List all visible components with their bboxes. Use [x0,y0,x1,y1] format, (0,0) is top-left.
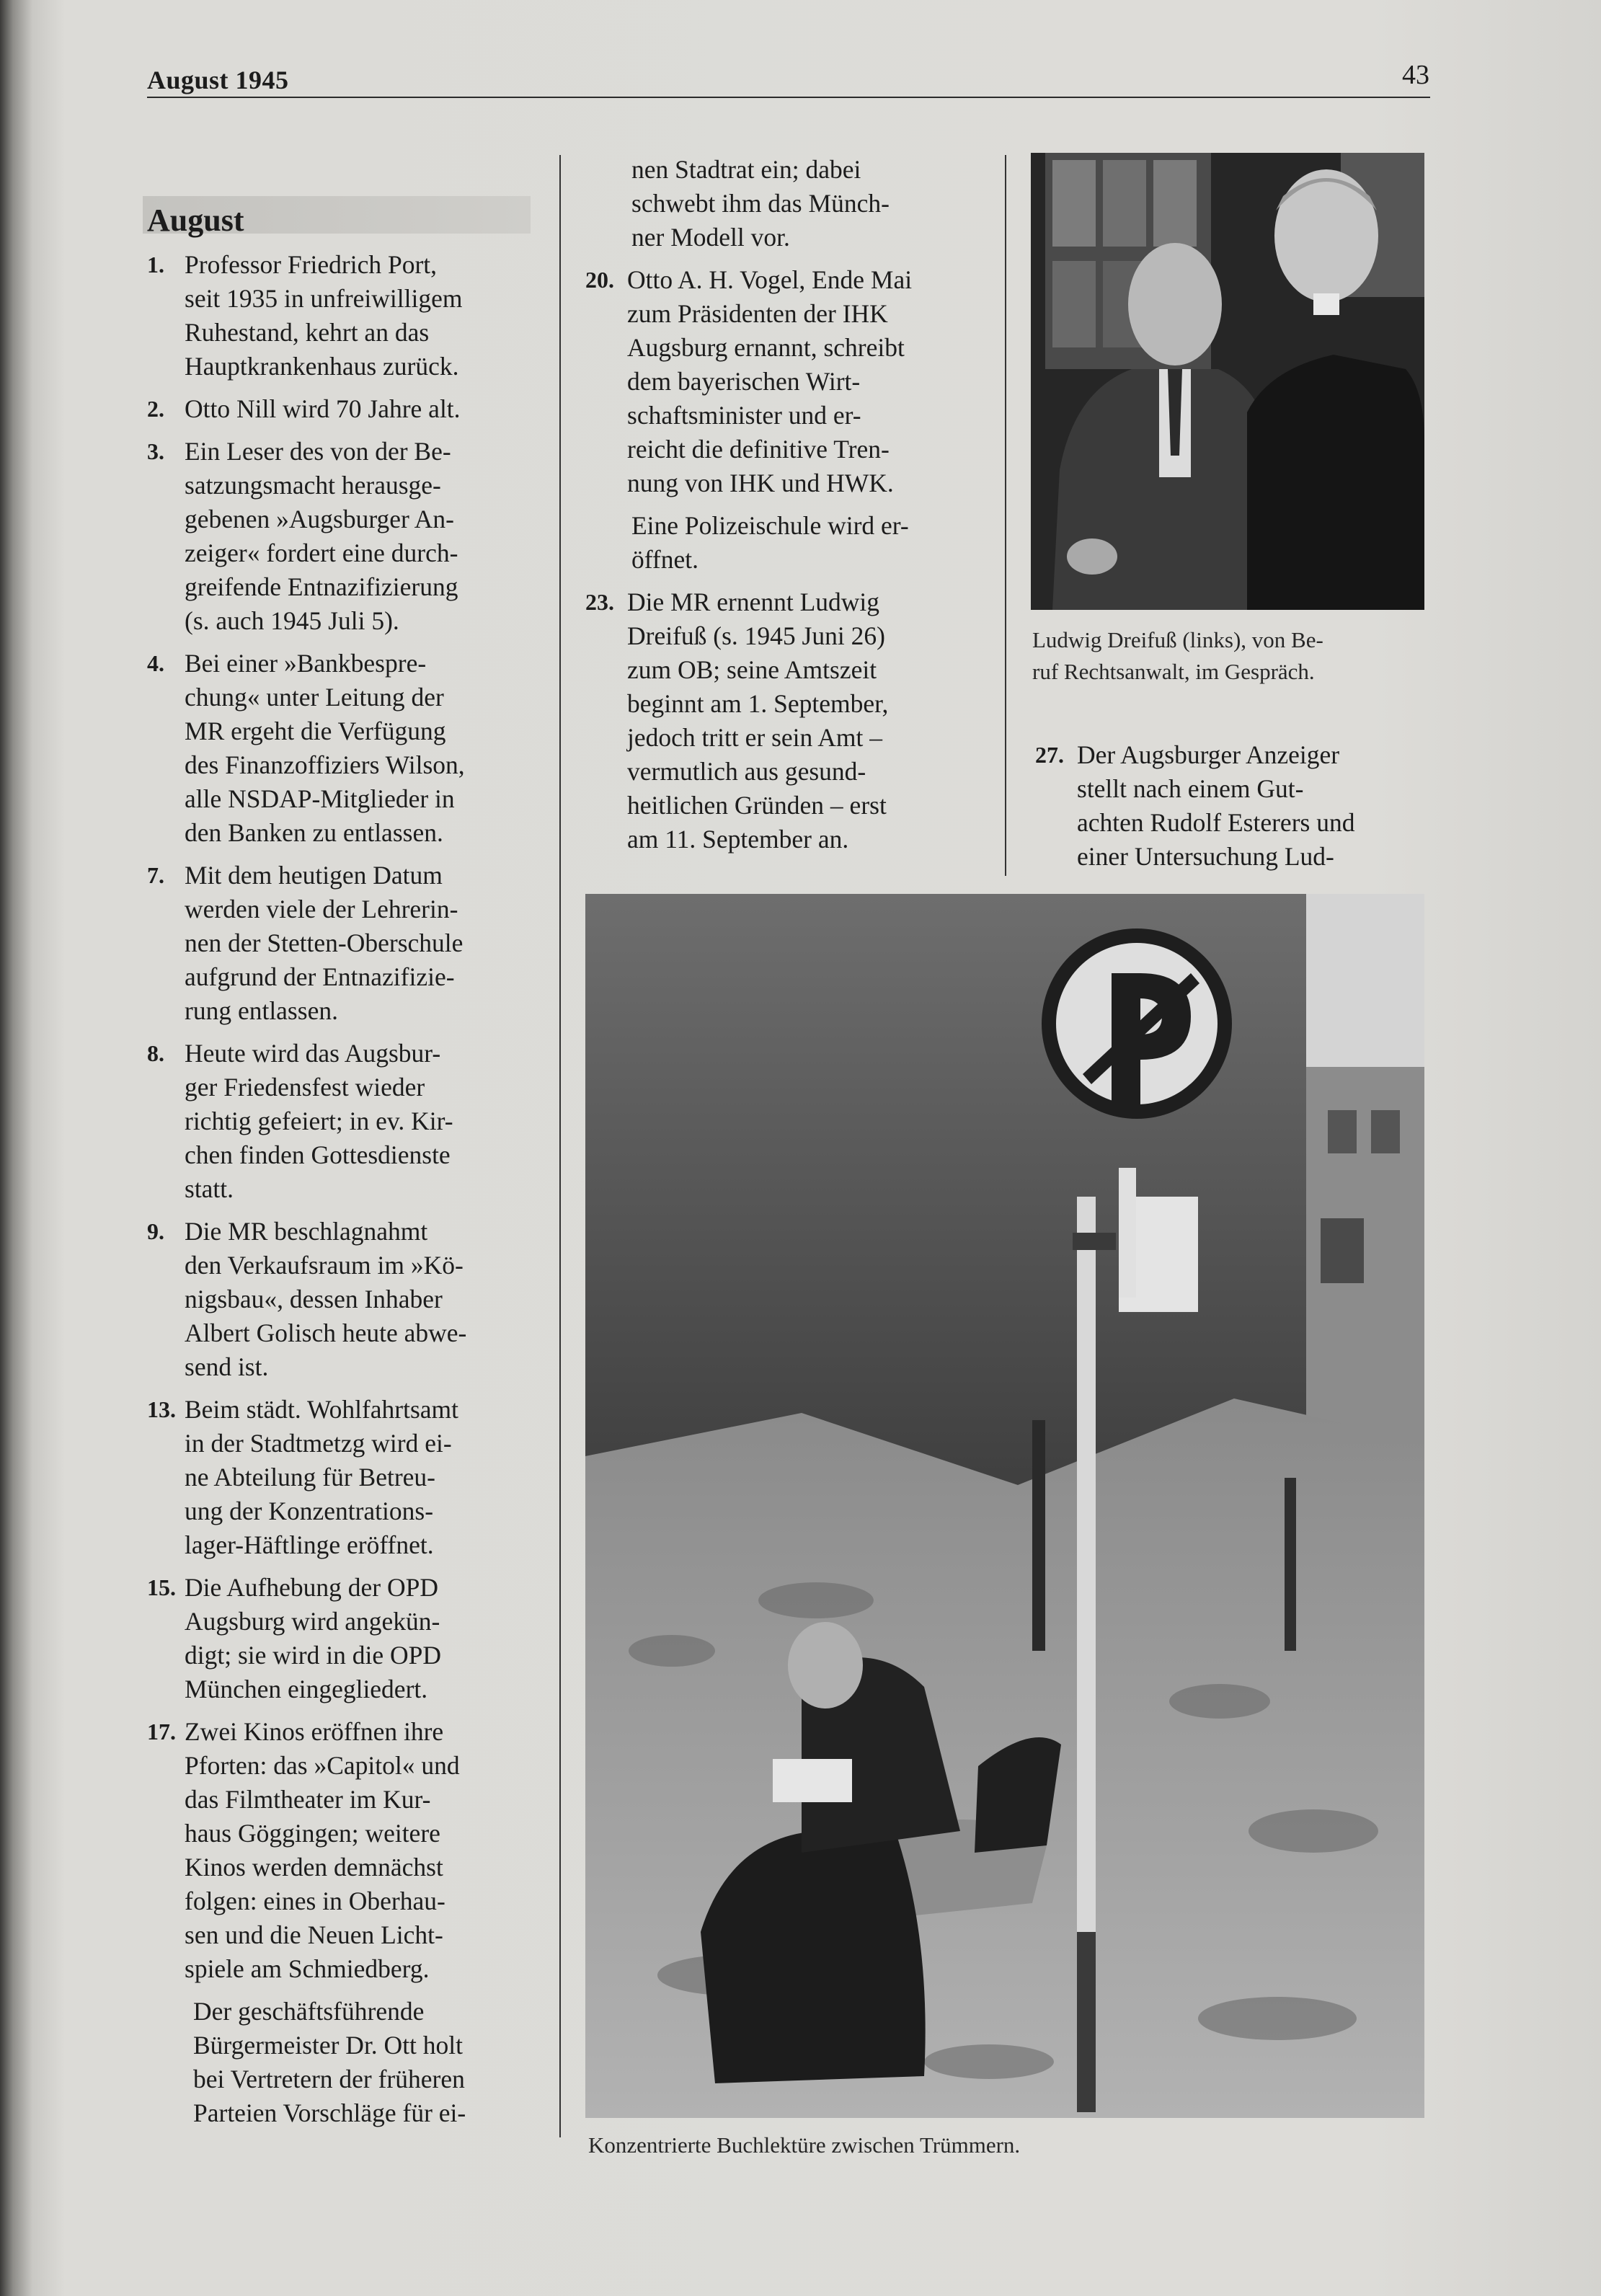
day-entry [585,263,989,500]
day-number: 27. [1035,742,1064,768]
entry-text: Zwei Kinos eröffnen ihre Pforten: das »Capitol« und das Filmtheater im Kur- haus Göggingen; weitere Kinos werden demnächst folgen: eines in Oberhau- sen und die Neuen Licht- spiele am Schmiedberg. [185,1717,460,1983]
column-2-entries-b [585,585,989,856]
entry-text: Die Aufhebung der OPD Augsburg wird angekün- digt; sie wird in die OPD München eingegliedert. [185,1573,441,1703]
column-3-entries [1035,738,1424,874]
running-header: August 1945 [147,66,289,94]
day-number: 20. [585,267,614,293]
day-number: 8. [147,1040,164,1066]
entry-text: Professor Friedrich Port, seit 1935 in unfreiwilligem Ruhestand, kehrt an das Hauptkrankenhaus zurück. [185,250,463,381]
day-number: 7. [147,862,164,888]
entry-text: Beim städt. Wohlfahrtsamt in der Stadtmetzg wird ei- ne Abteilung für Betreu- ung der Konzentrations- lager-Häftlinge eröffnet. [185,1395,459,1559]
photo-two-men-in-conversation [1031,153,1424,610]
day-entry [147,1215,536,1384]
entry-text: Der Augsburger Anzeiger stellt nach einem Gut- achten Rudolf Esterers und einer Untersuchung Lud- [1077,740,1355,871]
column-divider-1 [559,155,561,2137]
entry-text: Die MR beschlagnahmt den Verkaufsraum im »Kö- nigsbau«, dessen Inhaber Albert Golisch heute abwe- send ist. [185,1217,467,1381]
photo-2-caption: Konzentrierte Buchlektüre zwischen Trümmern. [588,2132,1021,2158]
day-number: 9. [147,1218,164,1244]
day-number: 23. [585,589,614,615]
day-entry [147,392,536,426]
day-number: 13. [147,1396,176,1422]
entry-text: Otto A. H. Vogel, Ende Mai zum Präsidenten der IHK Augsburg ernannt, schreibt dem bayerischen Wirt- schaftsminister und er- reicht die definitive Tren- nung von IHK und HWK. [627,265,913,497]
day-entry [147,859,536,1028]
day-number: 4. [147,650,164,676]
day-entry [1035,738,1424,874]
section-title: August [147,203,244,238]
photo-1-caption: Ludwig Dreifuß (links), von Be- ruf Rechtsanwalt, im Gespräch. [1032,627,1323,684]
column-3 [1035,738,1424,882]
day-entry [147,1037,536,1206]
column-2 [585,153,989,865]
day-entry [147,435,536,638]
day-entry [585,585,989,856]
column-2-entries-a [585,263,989,500]
header-rule [147,97,1430,98]
day-entry [147,248,536,384]
column-1 [147,248,536,2139]
entry-text: Otto Nill wird 70 Jahre alt. [185,394,461,423]
page-number: 43 [1402,60,1429,90]
column-1-entries [147,248,536,1986]
day-number: 2. [147,396,164,422]
day-number: 3. [147,438,164,464]
day-entry [147,1571,536,1706]
day-entry [147,647,536,850]
entry-text: Bei einer »Bankbespre- chung« unter Leitung der MR ergeht die Verfügung des Finanzoffiziers Wilson, alle NSDAP-Mitglieder in den Banken zu entlassen. [185,649,465,847]
column-1-tail: Der geschäftsführende Bürgermeister Dr. Ott holt bei Vertretern der früheren Parteien Vorschläge für ei- [193,1997,466,2127]
column-divider-2 [1005,155,1006,876]
entry-text: Ein Leser des von der Be- satzungsmacht herausge- gebenen »Augsburger An- zeiger« fordert eine durch- greifende Entnazifizierung (s. auch 1945 Juli 5). [185,437,458,635]
entry-text: Die MR ernennt Ludwig Dreifuß (s. 1945 Juni 26) zum OB; seine Amtszeit beginnt am 1. September, jedoch tritt er sein Amt – vermutlich aus gesund- heitlichen Gründen – erst am 11. September an. [627,588,889,854]
column-2-mid: Eine Polizeischule wird er- öffnet. [631,511,909,574]
day-entry [147,1715,536,1986]
column-2-head: nen Stadtrat ein; dabei schwebt ihm das Münch- ner Modell vor. [631,155,890,252]
day-number: 1. [147,252,164,278]
day-number: 15. [147,1574,176,1600]
day-number: 17. [147,1719,176,1745]
day-entry [147,1393,536,1562]
entry-text: Heute wird das Augsbur- ger Friedensfest wieder richtig gefeiert; in ev. Kir- chen finden Gottesdienste statt. [185,1039,453,1203]
entry-text: Mit dem heutigen Datum werden viele der Lehrerin- nen der Stetten-Oberschule aufgrund der Entnazifizie- rung entlassen. [185,861,464,1025]
photo-man-reading-among-rubble [585,894,1424,2118]
